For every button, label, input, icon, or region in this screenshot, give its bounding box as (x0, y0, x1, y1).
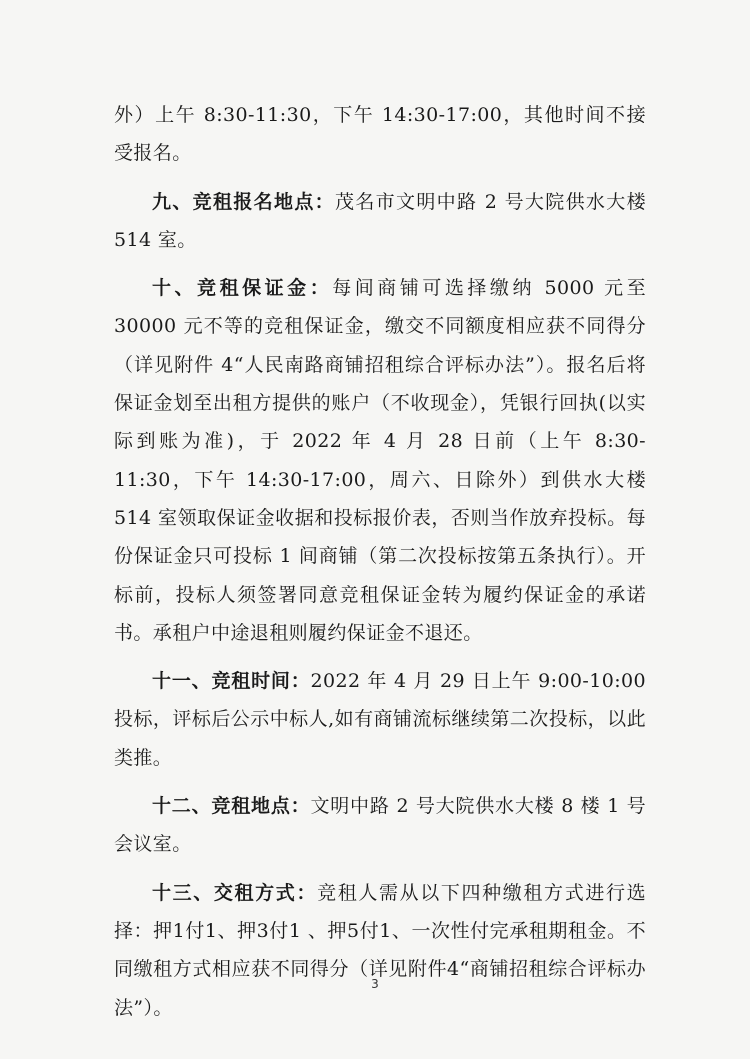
section-9-registration-location (114, 183, 646, 260)
section-12-bidding-location (114, 787, 646, 864)
section-heading: 十三、交租方式： (152, 881, 318, 904)
paragraph-body: 外）上午 8:30-11:30，下午 14:30-17:00，其他时间不接受报名。 (114, 104, 646, 165)
paragraph-body: 2022 年 4 月 29 日上午 9:00-10:00 投标，评标后公示中标人,如有商铺流标继续第二次投标，以此类推。 (114, 670, 646, 769)
section-heading: 十、竞租保证金： (152, 277, 333, 300)
paragraph-body: 每间商铺可选择缴纳 5000 元至 30000 元不等的竞租保证金，缴交不同额度相应获不同得分（详见附件 4“人民南路商铺招租综合评标办法”）。报名后将保证金划至出租方提供的账户（不收现金），凭银行回执(以实际到账为准)，于 2022 年 4 月 28 日前（上午 8:30-11:30，下午 14:30-17:00，周六、日除外）到供水大楼 514 室领取保证金收据和投标报价表，否则当作放弃投标。每份保证金只可投标 1 间商铺（第二次投标按第五条执行）。开标前，投标人须签署同意竞租保证金转为履约保证金的承诺书。承租户中途退租则履约保证金不退还。 (114, 277, 647, 644)
section-11-bidding-time (114, 662, 646, 777)
section-heading: 九、竞租报名地点： (152, 190, 336, 213)
section-heading: 十二、竞租地点： (152, 795, 311, 818)
section-13-payment-method (114, 874, 646, 1027)
section-heading: 十一、竞租时间： (152, 670, 311, 693)
paragraph-body: 文明中路 2 号大院供水大楼 8 楼 1 号会议室。 (114, 795, 646, 856)
document-body (114, 96, 646, 1027)
section-10-deposit (114, 269, 646, 652)
page-number: 3 (371, 977, 379, 991)
paragraph-body: 茂名市文明中路 2 号大院供水大楼 514 室。 (114, 190, 646, 251)
paragraph-body: 竞租人需从以下四种缴租方式进行选择：押1付1、押3付1 、押5付1、一次性付完承租期租金。不同缴租方式相应获不同得分（详见附件4“商铺招租综合评标办法”）。 (114, 881, 646, 1019)
paragraph-continuation (114, 96, 646, 173)
